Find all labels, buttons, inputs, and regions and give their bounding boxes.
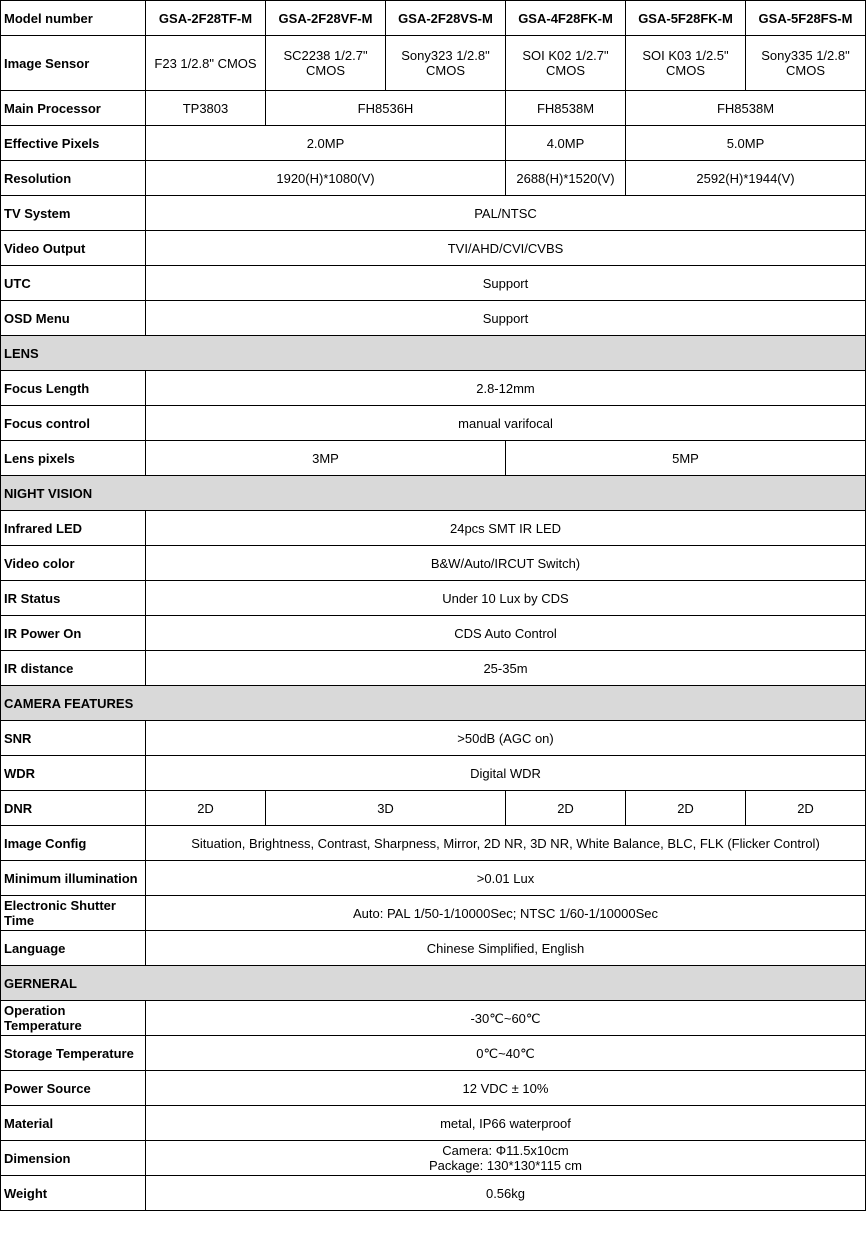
model-cell: GSA-5F28FK-M: [626, 1, 746, 36]
table-row-model-number: [1, 1, 866, 36]
value-cell: FH8538M: [506, 91, 626, 126]
table-row-focus-control: [1, 406, 866, 441]
row-label: TV System: [1, 196, 146, 231]
section-header-night-vision: [1, 476, 866, 511]
table-row-main-processor: [1, 91, 866, 126]
table-row-effective-pixels: [1, 126, 866, 161]
value-cell: 25-35m: [146, 651, 866, 686]
value-cell: 3MP: [146, 441, 506, 476]
row-label: IR distance: [1, 651, 146, 686]
table-row-weight: [1, 1176, 866, 1211]
value-cell: Under 10 Lux by CDS: [146, 581, 866, 616]
table-row-dimension: [1, 1141, 866, 1176]
row-label: Material: [1, 1106, 146, 1141]
table-row-shutter-time: [1, 896, 866, 931]
row-label: Focus control: [1, 406, 146, 441]
table-row-minimum-illumination: [1, 861, 866, 896]
value-cell: Situation, Brightness, Contrast, Sharpness, Mirror, 2D NR, 3D NR, White Balance, BLC, FLK (Flicker Control): [146, 826, 866, 861]
row-label: WDR: [1, 756, 146, 791]
row-label: Minimum illumination: [1, 861, 146, 896]
table-row-video-color: [1, 546, 866, 581]
section-title: NIGHT VISION: [1, 476, 866, 511]
value-cell: 2688(H)*1520(V): [506, 161, 626, 196]
row-label: Model number: [1, 1, 146, 36]
model-cell: GSA-2F28TF-M: [146, 1, 266, 36]
table-row-language: [1, 931, 866, 966]
row-label: Lens pixels: [1, 441, 146, 476]
table-row-material: [1, 1106, 866, 1141]
row-label: Storage Temperature: [1, 1036, 146, 1071]
table-row-infrared-led: [1, 511, 866, 546]
value-cell: SOI K02 1/2.7" CMOS: [506, 36, 626, 91]
value-cell: Auto: PAL 1/50-1/10000Sec; NTSC 1/60-1/10000Sec: [146, 896, 866, 931]
value-cell: Support: [146, 266, 866, 301]
row-label: DNR: [1, 791, 146, 826]
table-row-lens-pixels: [1, 441, 866, 476]
table-row-osd-menu: [1, 301, 866, 336]
value-cell: 2592(H)*1944(V): [626, 161, 866, 196]
table-row-dnr: [1, 791, 866, 826]
row-label: Image Config: [1, 826, 146, 861]
table-row-snr: [1, 721, 866, 756]
row-label: SNR: [1, 721, 146, 756]
value-cell: 0.56kg: [146, 1176, 866, 1211]
value-cell: Chinese Simplified, English: [146, 931, 866, 966]
value-cell: SC2238 1/2.7" CMOS: [266, 36, 386, 91]
value-cell: B&W/Auto/IRCUT Switch): [146, 546, 866, 581]
value-cell: TVI/AHD/CVI/CVBS: [146, 231, 866, 266]
row-label: Video color: [1, 546, 146, 581]
row-label: UTC: [1, 266, 146, 301]
table-row-video-output: [1, 231, 866, 266]
row-label: Video Output: [1, 231, 146, 266]
row-label: Electronic Shutter Time: [1, 896, 146, 931]
table-row-resolution: [1, 161, 866, 196]
table-row-focus-length: [1, 371, 866, 406]
model-cell: GSA-4F28FK-M: [506, 1, 626, 36]
value-cell: 4.0MP: [506, 126, 626, 161]
value-cell: 12 VDC ± 10%: [146, 1071, 866, 1106]
value-cell: 5.0MP: [626, 126, 866, 161]
value-cell: FH8538M: [626, 91, 866, 126]
value-cell: 2D: [506, 791, 626, 826]
section-title: CAMERA FEATURES: [1, 686, 866, 721]
row-label: Effective Pixels: [1, 126, 146, 161]
value-cell: -30℃~60℃: [146, 1001, 866, 1036]
section-header-camera-features: [1, 686, 866, 721]
row-label: Main Processor: [1, 91, 146, 126]
value-cell: 0℃~40℃: [146, 1036, 866, 1071]
value-cell: 2D: [146, 791, 266, 826]
table-row-tv-system: [1, 196, 866, 231]
row-label: IR Power On: [1, 616, 146, 651]
table-row-ir-status: [1, 581, 866, 616]
value-cell: metal, IP66 waterproof: [146, 1106, 866, 1141]
table-row-image-config: [1, 826, 866, 861]
value-cell: 2.0MP: [146, 126, 506, 161]
model-cell: GSA-2F28VS-M: [386, 1, 506, 36]
table-row-ir-distance: [1, 651, 866, 686]
table-row-image-sensor: [1, 36, 866, 91]
row-label: Resolution: [1, 161, 146, 196]
model-cell: GSA-2F28VF-M: [266, 1, 386, 36]
value-cell: CDS Auto Control: [146, 616, 866, 651]
row-label: Focus Length: [1, 371, 146, 406]
table-row-power-source: [1, 1071, 866, 1106]
value-cell: 1920(H)*1080(V): [146, 161, 506, 196]
value-cell: Sony323 1/2.8" CMOS: [386, 36, 506, 91]
section-title: LENS: [1, 336, 866, 371]
value-cell: manual varifocal: [146, 406, 866, 441]
value-cell: TP3803: [146, 91, 266, 126]
row-label: IR Status: [1, 581, 146, 616]
value-cell: Digital WDR: [146, 756, 866, 791]
section-header-lens: [1, 336, 866, 371]
value-cell: Sony335 1/2.8" CMOS: [746, 36, 866, 91]
model-cell: GSA-5F28FS-M: [746, 1, 866, 36]
value-cell: F23 1/2.8" CMOS: [146, 36, 266, 91]
value-cell: Camera: Φ11.5x10cm Package: 130*130*115 cm: [146, 1141, 866, 1176]
value-cell: FH8536H: [266, 91, 506, 126]
value-cell: 2D: [626, 791, 746, 826]
row-label: Infrared LED: [1, 511, 146, 546]
value-cell: >0.01 Lux: [146, 861, 866, 896]
section-header-general: [1, 966, 866, 1001]
value-cell: 2D: [746, 791, 866, 826]
value-cell: 24pcs SMT IR LED: [146, 511, 866, 546]
value-cell: 3D: [266, 791, 506, 826]
row-label: Operation Temperature: [1, 1001, 146, 1036]
row-label: Dimension: [1, 1141, 146, 1176]
value-cell: 5MP: [506, 441, 866, 476]
value-cell: PAL/NTSC: [146, 196, 866, 231]
row-label: Weight: [1, 1176, 146, 1211]
value-cell: Support: [146, 301, 866, 336]
row-label: Image Sensor: [1, 36, 146, 91]
table-row-operation-temperature: [1, 1001, 866, 1036]
section-title: GERNERAL: [1, 966, 866, 1001]
table-row-utc: [1, 266, 866, 301]
row-label: OSD Menu: [1, 301, 146, 336]
value-cell: >50dB (AGC on): [146, 721, 866, 756]
value-cell: 2.8-12mm: [146, 371, 866, 406]
table-row-wdr: [1, 756, 866, 791]
table-row-ir-power-on: [1, 616, 866, 651]
table-row-storage-temperature: [1, 1036, 866, 1071]
row-label: Power Source: [1, 1071, 146, 1106]
value-cell: SOI K03 1/2.5" CMOS: [626, 36, 746, 91]
row-label: Language: [1, 931, 146, 966]
